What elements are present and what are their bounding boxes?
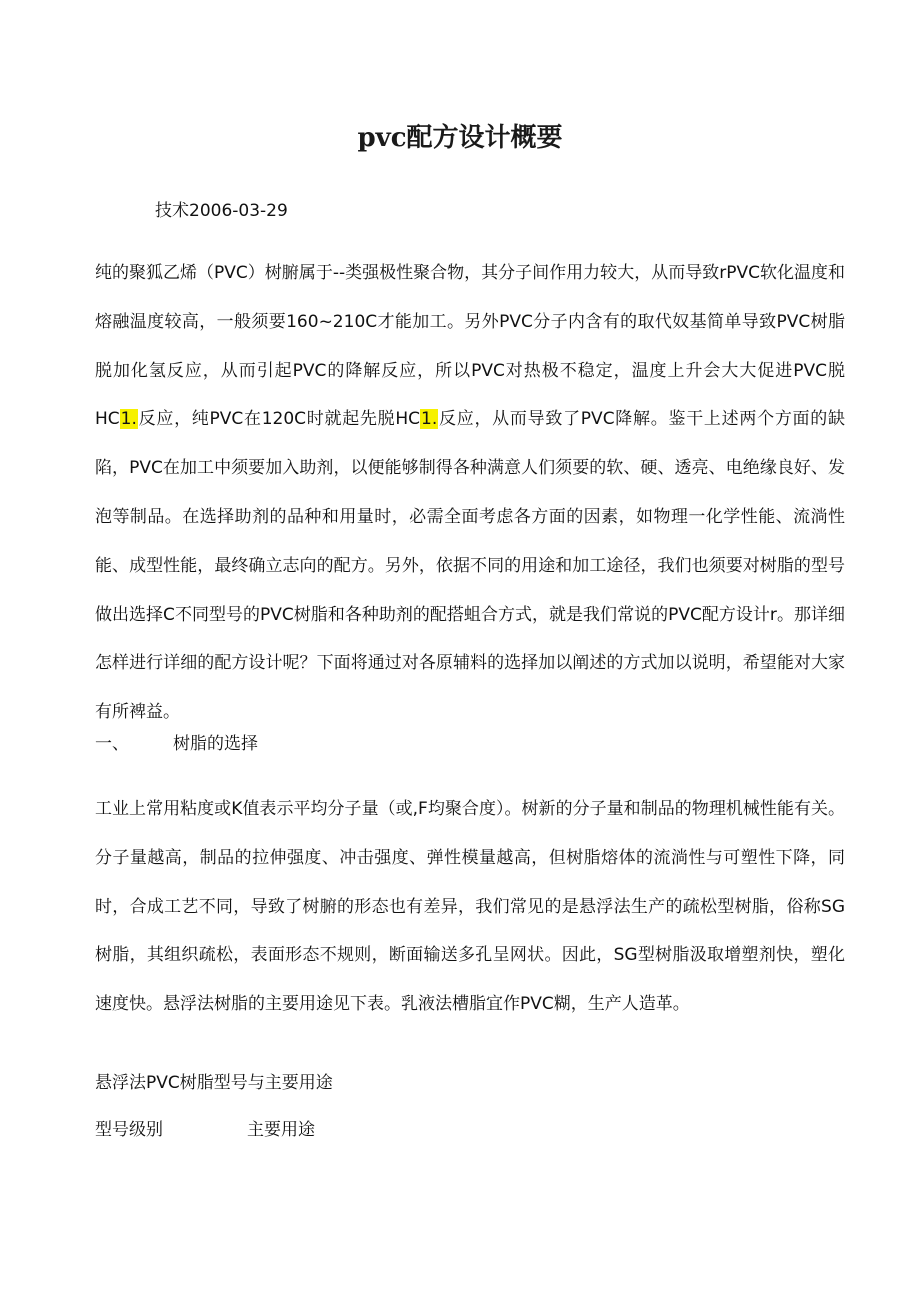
section-title: 树脂的选择 xyxy=(173,734,258,754)
intro-paragraph-text-3: 反应，从而导致了PVC降解。鉴干上述两个方面的缺陷，PVC在加工中须要加入助剂，以便能够制得各种满意人们须要的软、硬、透亮、电绝缘良好、发泡等制品。在选择助剂的品种和用量时，必需全面考虑各方面的因素，如物理一化学性能、流淌性能、成型性能，最终确立志向的配方。另外，依据不同的用途和加工途径，我们也须要对树脂的型号做出选择C不同型号的PVC树脂和各种助剂的配搭蛆合方式，就是我们常说的PVC配方设计r。那详细怎样进行详细的配方设计呢？下面将通过对各原辅料的选择加以阐述的方式加以说明，希望能对大家有所裨益。 xyxy=(95,409,845,723)
table-caption: 悬浮法PVC树脂型号与主要用途 xyxy=(95,1073,333,1093)
intro-paragraph-text-2: 反应，纯PVC在120C时就起先脱HC xyxy=(137,409,421,430)
intro-paragraph xyxy=(95,249,845,737)
section-heading-resin-selection xyxy=(95,720,258,769)
resin-paragraph: 工业上常用粘度或K值表示平均分子量（或,F均聚合度）。树新的分子量和制品的物理机械性能有关。分子量越高，制品的拉伸强度、冲击强度、弹性模量越高，但树脂熔体的流淌性与可塑性下降，同时，合成工艺不同，导致了树腑的形态也有差异，我们常见的是悬浮法生产的疏松型树脂，俗称SG树脂，其组织疏松，表面形态不规则，断面输送多孔呈网状。因此，SG型树脂汲取增塑剂快，塑化速度快。悬浮法树脂的主要用途见下表。乳液法槽脂宜作PVC糊，生产人造革。 xyxy=(95,799,845,1015)
highlighted-text-2: 1. xyxy=(421,409,438,430)
table-column-model-grade: 型号级别 xyxy=(95,1120,163,1140)
table-column-main-uses: 主要用途 xyxy=(247,1120,315,1140)
highlighted-text-1: 1. xyxy=(120,409,137,430)
document-title: pvc配方设计概要 xyxy=(357,123,563,154)
table-header-row xyxy=(95,1106,315,1155)
document-date-line: 技术2006-03-29 xyxy=(155,201,288,221)
section-number: 一、 xyxy=(95,734,129,754)
intro-paragraph-text-1: 纯的聚狐乙烯（PVC）树腑属于--类强极性聚合物，其分子间作用力较大，从而导致rPVC软化温度和熔融温度较高，一般须要160~210C才能加工。另外PVC分子内含有的取代奴基简单导致PVC树脂脱加化氢反应，从而引起PVC的降解反应，所以PVC对热极不稳定，温度上升会大大促进PVC脱HC xyxy=(95,263,845,430)
